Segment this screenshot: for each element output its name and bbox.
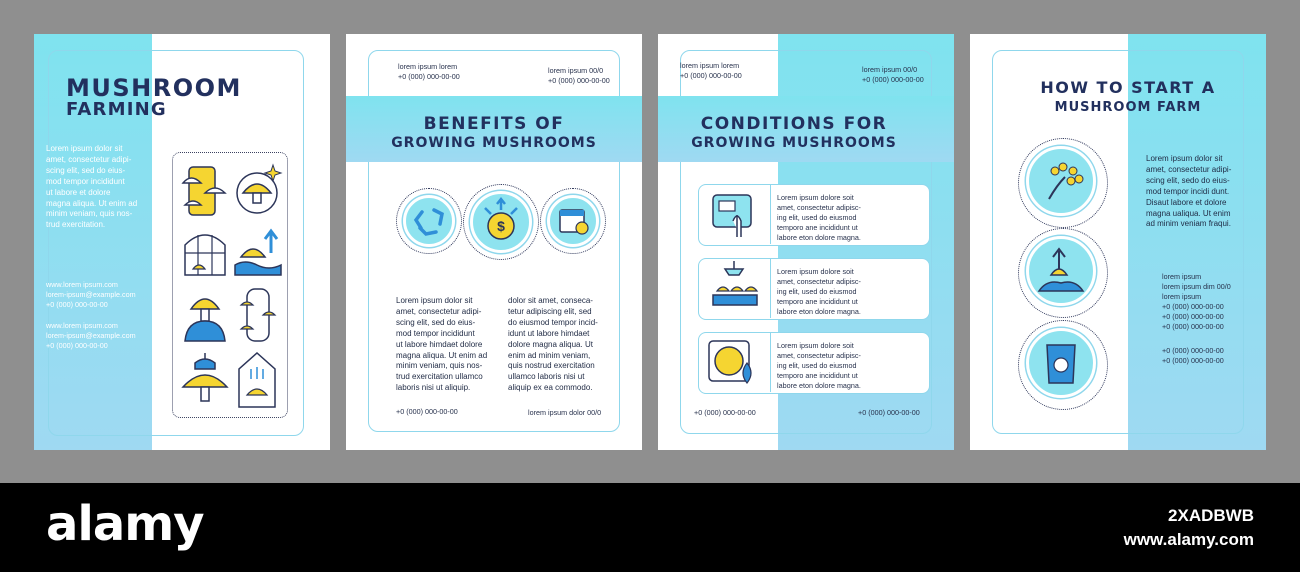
brochure-cover-page bbox=[34, 34, 330, 450]
condition-card: Lorem ipsum dolore soit amet, consectetur adipisc- ing elit, used do eiusmod temporo ane incididunt ut labore eton dolore magna. bbox=[698, 258, 930, 320]
svg-text:$: $ bbox=[497, 218, 505, 234]
how-to-title-line2: MUSHROOM FARM bbox=[1054, 100, 1202, 115]
growth-mushroom-icon bbox=[233, 223, 283, 279]
header-right-contact: lorem ipsum 00/0 +0 (000) 000-00-00 bbox=[862, 65, 924, 84]
conditions-title-line1: CONDITIONS FOR bbox=[700, 114, 888, 134]
spores-icon bbox=[1026, 146, 1096, 216]
how-to-title-line1: HOW TO START A bbox=[1040, 78, 1216, 97]
grow-lamp-icon bbox=[699, 259, 771, 318]
brochure-benefits-page bbox=[346, 34, 642, 450]
benefits-title-line2: GROWING MUSHROOMS bbox=[391, 135, 597, 151]
thermostat-icon bbox=[699, 185, 771, 244]
shiny-mushroom-icon bbox=[233, 161, 283, 219]
soil-mushroom-icon bbox=[181, 285, 231, 345]
conditions-title-line2: GROWING MUSHROOMS bbox=[691, 135, 897, 151]
watermark-image-id: 2XADBWB bbox=[1168, 506, 1254, 525]
cover-body-text: Lorem ipsum dolor sit amet, consectetur adipi- scing elit, sed do eius- mod tempor incididunt ut labore et dolore magna aliqua. Ut enim ad minim veniam, quis nos- trud exercitation. bbox=[46, 144, 138, 230]
drying-mushroom-icon bbox=[181, 349, 231, 411]
substrate-bag-icon bbox=[1026, 328, 1096, 398]
watermark-logo: alamy bbox=[46, 496, 204, 552]
footer-right-contact: lorem ipsum dolor 00/0 bbox=[528, 408, 602, 417]
cover-contact-2: www.lorem ipsum.com lorem-ipsum@example.com +0 (000) 000-00-00 bbox=[46, 321, 136, 350]
greenhouse-icon bbox=[181, 223, 231, 279]
condition-card: Lorem ipsum dolore soit amet, consectetur adipisc- ing elit, used do eiusmod temporo ane incididunt ut labore eton dolore magna. bbox=[698, 332, 930, 394]
brochure-how-to-start-page bbox=[970, 34, 1266, 450]
header-left-contact: lorem ipsum lorem +0 (000) 000-00-00 bbox=[398, 62, 460, 81]
profit-growth-icon bbox=[470, 191, 532, 253]
watermark-site: www.alamy.com bbox=[1123, 530, 1254, 549]
how-to-contact-1: lorem ipsum lorem ipsum dim 00/0 lorem ipsum +0 (000) 000-00-00 +0 (000) 000-00-00 +0 (000) 000-00-00 bbox=[1162, 272, 1231, 331]
brochure-conditions-page bbox=[658, 34, 954, 450]
footer-left-contact: +0 (000) 000-00-00 bbox=[396, 407, 458, 416]
header-right-contact: lorem ipsum 00/0 +0 (000) 000-00-00 bbox=[548, 66, 610, 85]
benefits-column-2: dolor sit amet, consecа- tetur adipiscing elit, sed do eiusmod tempor incid- idunt ut labore himdaet dolore magna aliqua. Ut enim ad minim veniam, quis nostrud exercitation ullamco laboris nisi ut aliquip ex ea commodo. bbox=[508, 296, 598, 393]
footer-left-contact: +0 (000) 000-00-00 bbox=[694, 408, 756, 417]
cover-contact-1: www.lorem ipsum.com lorem-ipsum@example.com +0 (000) 000-00-00 bbox=[46, 280, 136, 309]
calendar-icon bbox=[547, 195, 599, 247]
how-to-body-text: Lorem ipsum dolor sit amet, consectetur adipi- scing elit, sedo do eius- mod tempor incidi dunt. Disaut labore et dolore magna ualiqua. Ut enim ad minim veniam fraqui. bbox=[1146, 154, 1232, 229]
benefits-title-line1: BENEFITS OF bbox=[423, 114, 565, 134]
planting-icon bbox=[1026, 236, 1096, 306]
cover-title-line1: MUSHROOM bbox=[66, 74, 242, 102]
benefits-column-1: Lorem ipsum dolor sit amet, consectetur adipi- scing elit, sed do eius- mod tempor incididunt ut labore himdaet dolore magna aliqua. Ut enim ad minim veniam, quis nos- trud exercitation ullamco laboris nisi ut aliquip. bbox=[396, 296, 488, 393]
bag-culture-icon bbox=[233, 285, 283, 345]
shed-mushroom-icon bbox=[233, 349, 283, 411]
footer-right-contact: +0 (000) 000-00-00 bbox=[858, 408, 920, 417]
condition-card: Lorem ipsum dolore soit amet, consectetur adipisc- ing elit, used do eiusmod temporo ane incididunt ut labore eton dolore magna. bbox=[698, 184, 930, 246]
log-mushroom-icon bbox=[181, 161, 231, 219]
icon-grid bbox=[172, 152, 288, 418]
how-to-contact-2: +0 (000) 000-00-00 +0 (000) 000-00-00 bbox=[1162, 346, 1224, 365]
header-left-contact: lorem ipsum lorem +0 (000) 000-00-00 bbox=[680, 61, 742, 80]
cover-title-line2: FARMING bbox=[66, 99, 167, 120]
ventilation-humidity-icon bbox=[699, 333, 771, 392]
recycle-icon bbox=[403, 195, 455, 247]
